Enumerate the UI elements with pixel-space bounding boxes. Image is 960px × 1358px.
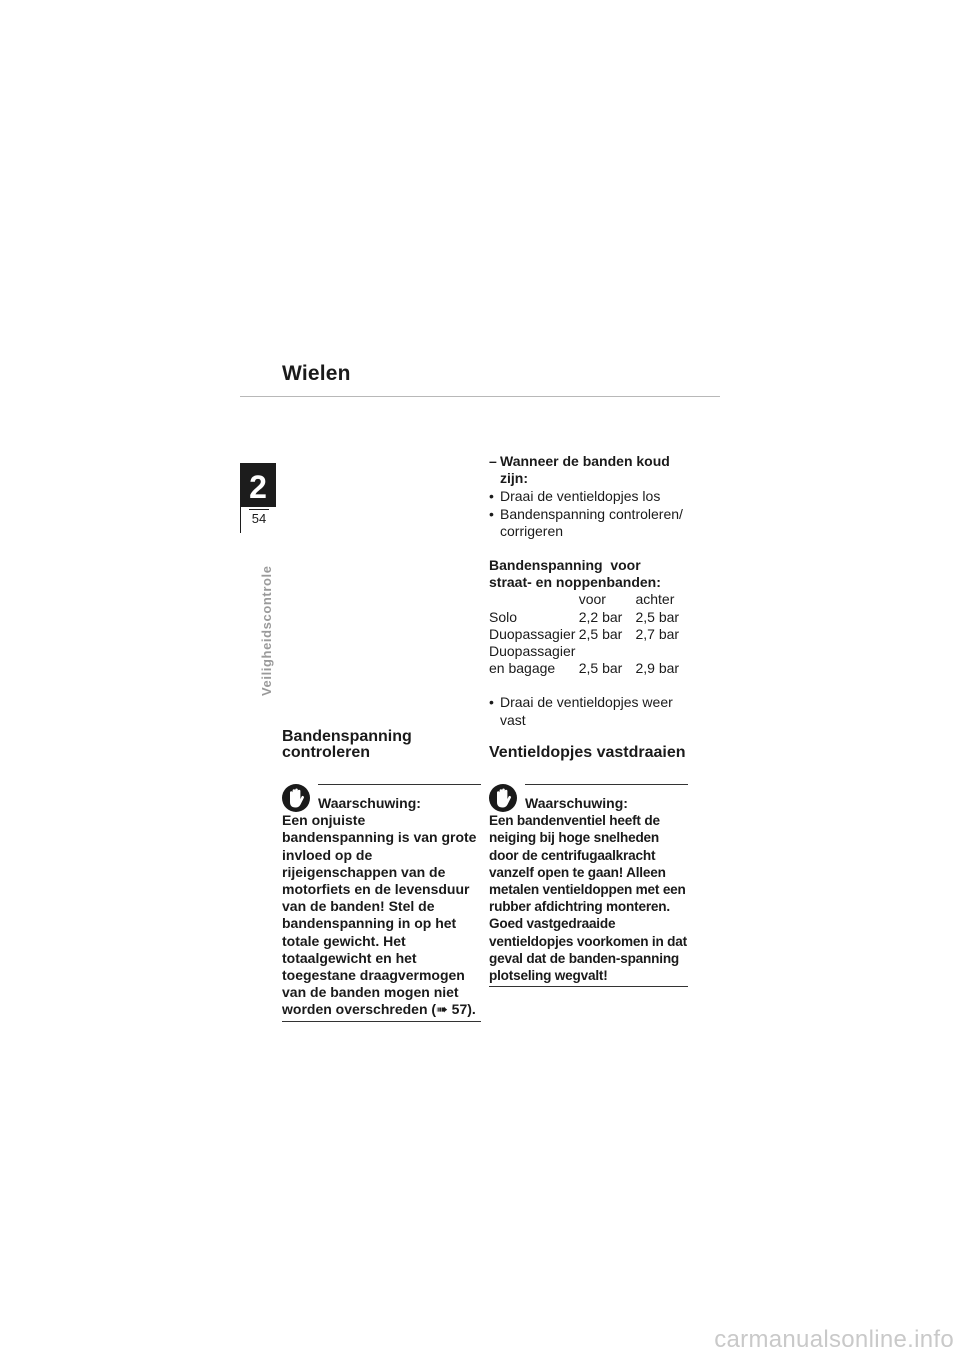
warning-text: Een bandenventiel heeft de neiging bij hoge snelheden door de centrifugaalkracht vanzelf open te gaan! Alleen metalen ventieldoppen met een rubber afdichtring monteren. Goed vastgedraaide ventieldopjes voorkomen in dat geval dat de banden-spanning plotseling wegvalt!	[489, 813, 687, 984]
warning-box-valve-caps	[489, 784, 688, 987]
section-heading-tire-pressure	[282, 729, 482, 761]
chapter-tab	[240, 463, 276, 533]
warning-bottom-rule	[489, 986, 688, 987]
warning-top-rule	[318, 784, 481, 785]
bullet-marker: •	[489, 505, 494, 522]
table-cell: 2,7 bar	[635, 625, 680, 642]
page-number: 54	[251, 511, 267, 526]
section-side-label	[259, 550, 274, 696]
pressure-table-title-line: Bandenspanning voor	[489, 557, 641, 574]
table-row	[489, 609, 694, 626]
table-cell	[635, 643, 694, 660]
page-number-box	[240, 507, 276, 533]
page-number-rule	[249, 509, 269, 510]
footer-watermark: carmanualsonline.info	[714, 1326, 954, 1353]
bullet-text: Draai de ventieldopjes los	[500, 488, 661, 505]
table-cell: Duopassagier	[489, 643, 576, 660]
bullet-item	[489, 694, 694, 728]
chapter-number: 2	[249, 469, 267, 505]
bullet-text: Bandenspanning controleren/ corrigeren	[500, 505, 683, 539]
warning-title: Waarschuwing:	[318, 795, 421, 811]
table-row	[489, 660, 694, 677]
table-cell: en bagage	[489, 660, 556, 677]
table-cell: 2,9 bar	[635, 660, 680, 677]
section-heading-line: controleren	[282, 744, 371, 761]
table-header-cell	[489, 591, 579, 608]
table-cell: 2,5 bar	[578, 625, 623, 642]
pressure-table-title-line: straat- en noppenbanden:	[489, 574, 661, 591]
warning-hand-icon	[282, 784, 310, 812]
dash-item-text: Wanneer de banden koud zijn:	[500, 453, 670, 487]
warning-top-rule	[525, 784, 688, 785]
section-side-label-text: Veiligheidscontrole	[259, 565, 274, 696]
dash-marker: –	[489, 453, 497, 469]
table-cell	[579, 643, 636, 660]
bullet-item	[489, 506, 694, 540]
section-heading-line: Bandenspanning	[282, 728, 412, 745]
bullet-marker: •	[489, 488, 494, 505]
table-cell: 2,2 bar	[578, 608, 623, 625]
title-divider	[240, 396, 720, 397]
bullet-marker: •	[489, 694, 494, 711]
page-title: Wielen	[282, 362, 351, 385]
table-cell: 2,5 bar	[635, 608, 680, 625]
table-header-cell: voor	[578, 591, 606, 608]
warning-bottom-rule	[282, 1021, 481, 1022]
table-row	[489, 626, 694, 643]
bullet-item	[489, 488, 694, 505]
table-row	[489, 643, 694, 660]
warning-title: Waarschuwing:	[525, 795, 628, 811]
warning-text: Een onjuiste bandenspanning is van grote invloed op de rijeigenschappen van de motorfiets en de levensduur van de banden! Stel de bandenspanning in op het totale gewicht. Het totaalgewicht en het toegestane draagvermogen van de banden mogen niet worden overschreden (➠ 57).	[282, 812, 477, 1018]
section-heading-valve-caps: Ventieldopjes vastdraaien	[489, 744, 686, 761]
table-cell: 2,5 bar	[578, 660, 623, 677]
table-header-cell: achter	[635, 591, 675, 608]
warning-box-tire-pressure	[282, 784, 481, 1022]
pressure-table	[489, 591, 694, 677]
dash-item	[489, 453, 694, 487]
bullet-text: Draai de ventieldopjes weer vast	[500, 694, 673, 728]
table-header-row	[489, 591, 694, 608]
warning-hand-icon	[489, 784, 517, 812]
table-cell: Solo	[489, 608, 518, 625]
right-column-instructions	[489, 453, 694, 729]
table-cell: Duopassagier	[489, 625, 576, 642]
pressure-table-title	[489, 557, 694, 591]
